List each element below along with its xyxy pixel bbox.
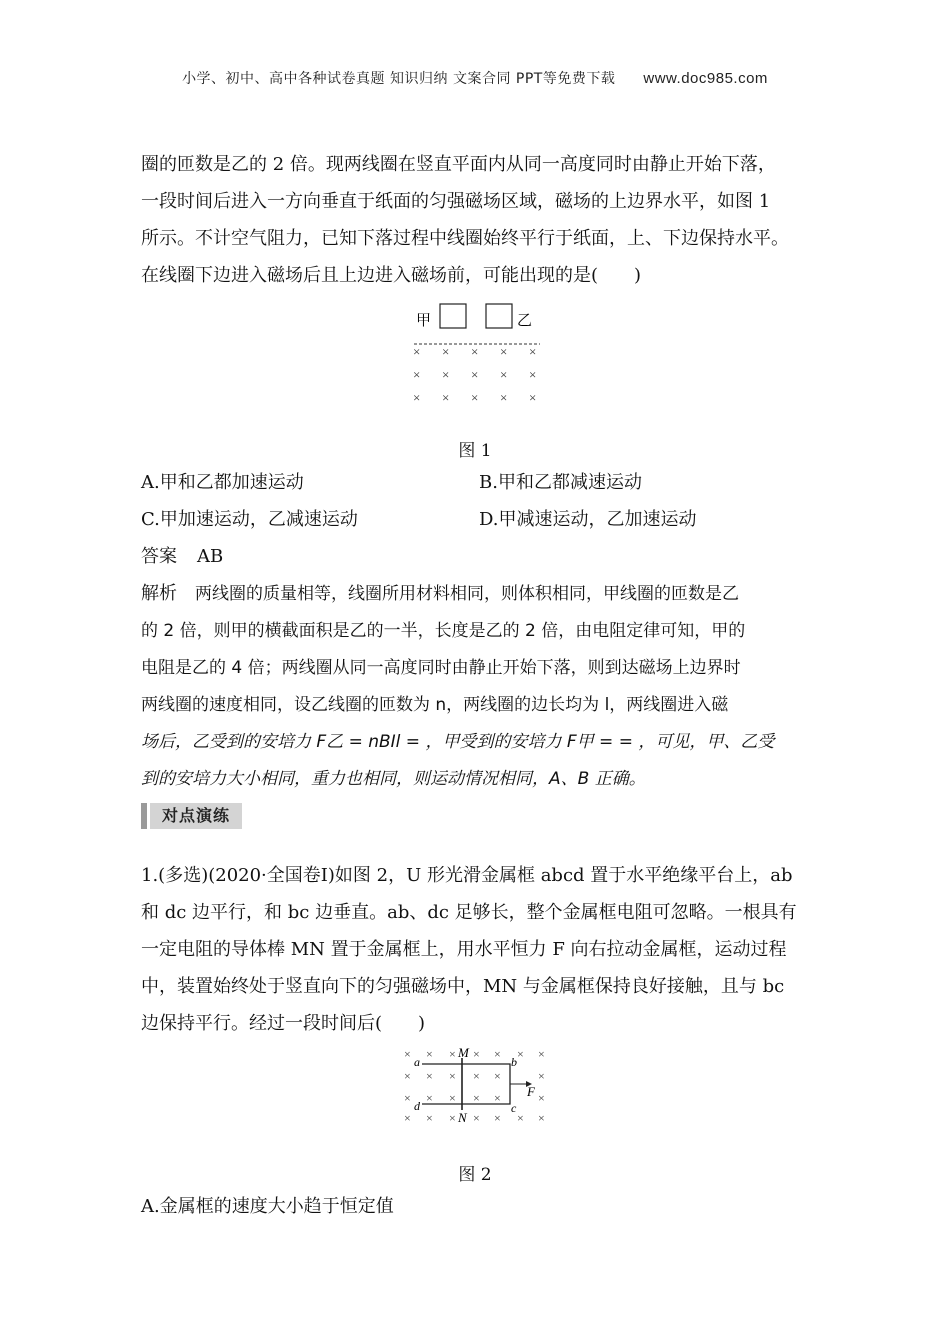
cross: × — [442, 344, 450, 359]
label-c: c — [511, 1101, 517, 1115]
cross: × — [471, 390, 479, 405]
section-bar — [141, 803, 147, 829]
analysis-line-5: 场后，乙受到的安培力 F乙 = nBIl = ，甲受到的安培力 F甲 = = ，可见，甲、乙受 — [141, 732, 775, 752]
cross: × — [538, 1111, 545, 1125]
problem2-option-a: A.金属框的速度大小趋于恒定值 — [141, 1196, 394, 1217]
cross: × — [529, 390, 537, 405]
cross: × — [473, 1091, 480, 1105]
cross: × — [413, 390, 421, 405]
cross: × — [494, 1091, 501, 1105]
option-c: C.甲加速运动，乙减速运动 — [141, 509, 358, 530]
problem-line-4: 在线圈下边进入磁场后且上边进入磁场前，可能出现的是( ) — [141, 265, 642, 286]
problem-line-1: 圈的匝数是乙的 2 倍。现两线圈在竖直平面内从同一高度同时由静止开始下落， — [141, 154, 776, 175]
answer-label: 答案 — [141, 546, 177, 567]
analysis-line-2: 的 2 倍，则甲的横截面积是乙的一半，长度是乙的 2 倍，由电阻定律可知，甲的 — [141, 621, 746, 641]
cross: × — [449, 1111, 456, 1125]
problem2-line-1: 1.(多选)(2020·全国卷Ⅰ)如图 2，U 形光滑金属框 abcd 置于水平绝缘平台上，ab — [141, 865, 793, 886]
cross: × — [538, 1069, 545, 1083]
figure-2 — [398, 1044, 558, 1126]
field-crosses-2 — [404, 1047, 545, 1125]
problem2-line-4: 中，装置始终处于竖直向下的匀强磁场中，MN 与金属框保持良好接触，且与 bc — [141, 976, 785, 997]
analysis-line-4: 两线圈的速度相同，设乙线圈的匝数为 n，两线圈的边长均为 l，两线圈进入磁 — [141, 695, 729, 715]
cross: × — [404, 1069, 411, 1083]
page-header — [0, 68, 950, 88]
cross: × — [529, 367, 537, 382]
cross: × — [473, 1047, 480, 1061]
field-crosses — [413, 344, 536, 405]
cross: × — [449, 1047, 456, 1061]
header-site: www.doc985.com — [643, 70, 768, 87]
analysis-line-6: 到的安培力大小相同，重力也相同，则运动情况相同，A、B 正确。 — [141, 769, 646, 789]
analysis-line-1 — [141, 582, 739, 606]
cross: × — [449, 1091, 456, 1105]
section-title — [141, 803, 242, 829]
cross: × — [500, 390, 508, 405]
cross: × — [494, 1069, 501, 1083]
cross: × — [500, 344, 508, 359]
label-m: M — [458, 1045, 469, 1060]
cross: × — [500, 367, 508, 382]
problem2-line-5: 边保持平行。经过一段时间后( ) — [141, 1013, 426, 1034]
label-yi: 乙 — [517, 313, 533, 329]
label-f: F — [527, 1084, 535, 1099]
cross: × — [426, 1111, 433, 1125]
cross: × — [404, 1047, 411, 1061]
header-text: 小学、初中、高中各种试卷真题 知识归纳 文案合同 PPT等免费下载 — [182, 71, 616, 87]
cross: × — [517, 1047, 524, 1061]
label-n: N — [458, 1110, 467, 1125]
cross: × — [471, 367, 479, 382]
problem-line-3: 所示。不计空气阻力，已知下落过程中线圈始终平行于纸面，上、下边保持水平。 — [141, 228, 789, 249]
analysis-line-3: 电阻是乙的 4 倍；两线圈从同一高度同时由静止开始下落，则到达磁场上边界时 — [141, 658, 741, 678]
coil-yi — [486, 304, 512, 328]
cross: × — [473, 1111, 480, 1125]
figure-1-caption: 图 1 — [458, 441, 492, 461]
option-a: A.甲和乙都加速运动 — [141, 472, 304, 493]
analysis-label: 解析 — [141, 583, 177, 604]
cross: × — [426, 1069, 433, 1083]
answer-line — [141, 545, 223, 569]
problem2-line-2: 和 dc 边平行，和 bc 边垂直。ab、dc 足够长，整个金属框电阻可忽略。一根具有 — [141, 902, 797, 923]
cross: × — [413, 367, 421, 382]
cross: × — [471, 344, 479, 359]
cross: × — [426, 1047, 433, 1061]
option-d: D.甲减速运动，乙加速运动 — [479, 509, 697, 530]
problem2-line-3: 一定电阻的导体棒 MN 置于金属框上，用水平恒力 F 向右拉动金属框，运动过程 — [141, 939, 787, 960]
cross: × — [449, 1069, 456, 1083]
cross: × — [529, 344, 537, 359]
option-b: B.甲和乙都减速运动 — [479, 472, 642, 493]
coil-jia — [440, 304, 466, 328]
cross: × — [442, 390, 450, 405]
analysis-text: 两线圈的质量相等，线圈所用材料相同，则体积相同，甲线圈的匝数是乙 — [195, 584, 739, 604]
problem-line-2: 一段时间后进入一方向垂直于纸面的匀强磁场区域，磁场的上边界水平，如图 1 — [141, 191, 771, 212]
cross: × — [442, 367, 450, 382]
cross: × — [426, 1091, 433, 1105]
cross: × — [404, 1091, 411, 1105]
cross: × — [538, 1091, 545, 1105]
label-a: a — [414, 1055, 420, 1069]
label-d: d — [414, 1099, 420, 1113]
label-jia: 甲 — [416, 313, 432, 329]
cross: × — [473, 1069, 480, 1083]
cross: × — [494, 1111, 501, 1125]
cross: × — [517, 1111, 524, 1125]
figure-1 — [400, 298, 560, 413]
cross: × — [494, 1047, 501, 1061]
cross: × — [538, 1047, 545, 1061]
cross: × — [404, 1111, 411, 1125]
figure-2-caption: 图 2 — [458, 1165, 492, 1185]
section-title-text: 对点演练 — [150, 803, 242, 829]
answer-value: AB — [197, 546, 224, 567]
cross: × — [413, 344, 421, 359]
label-b: b — [511, 1055, 517, 1069]
